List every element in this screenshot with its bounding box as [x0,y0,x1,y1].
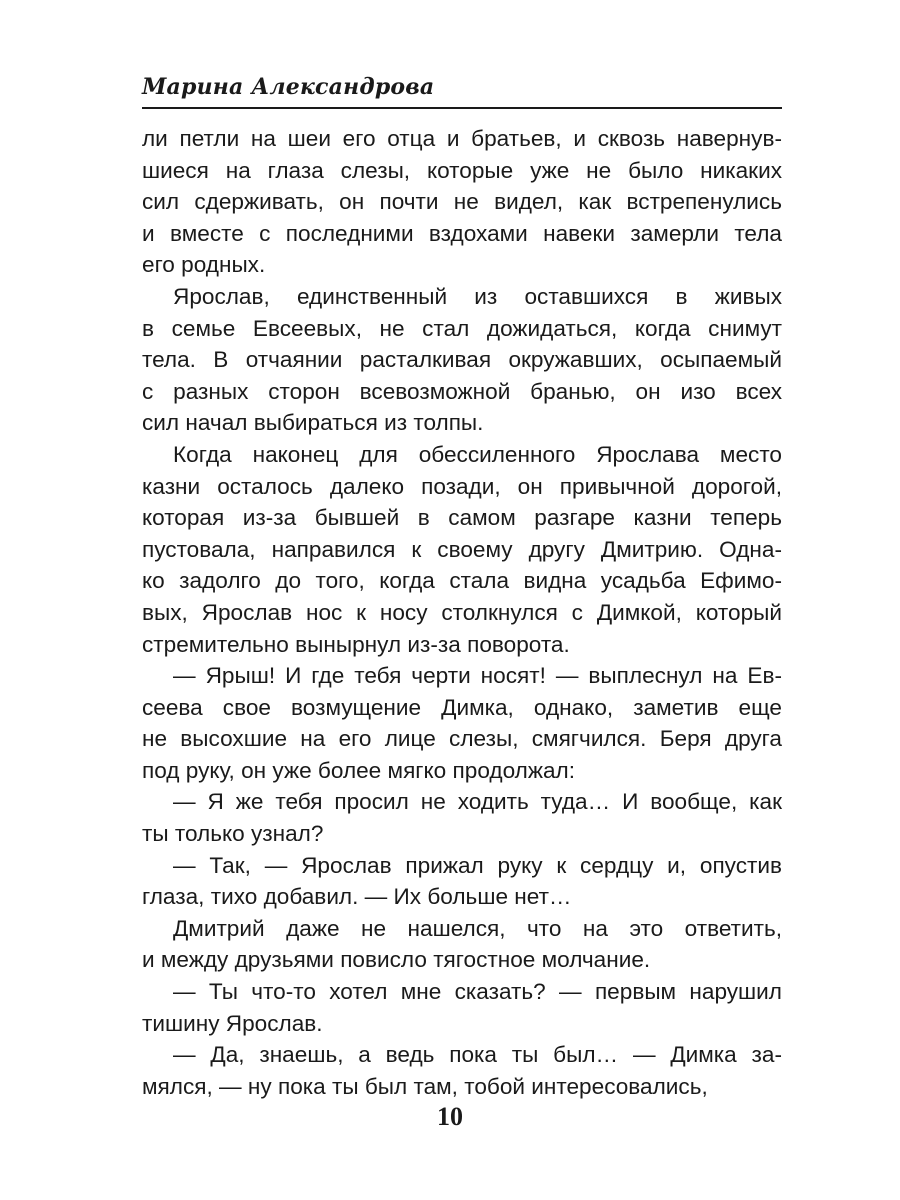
text-line: ли петли на шеи его отца и братьев, и сквозь навернув- [142,126,782,151]
text-line: сеева свое возмущение Димка, однако, заметив еще [142,694,782,720]
text-line: тела. В отчаянии расталкивая окружавших, осыпаемый [142,347,782,373]
paragraph [142,913,782,976]
text-line: которая из-за бывшей в самом разгаре казни теперь [142,505,782,531]
text-line: глаза, тихо добавил. — Их больше нет… [142,884,572,910]
page-number: 10 [437,1102,463,1131]
paragraph [142,660,782,786]
text-line: с разных сторон всевозможной бранью, он изо всех [142,378,782,404]
text-line: ты только узнал? [142,821,324,847]
text-line: вых, Ярослав нос к носу столкнулся с Димкой, который [142,599,782,625]
paragraph [142,1039,782,1102]
text-line: не высохшие на его лице слезы, смягчился. Беря друга [142,726,782,752]
text-line: ко задолго до того, когда стала видна усадьба Ефимо- [142,568,782,594]
text-line: мялся, — ну пока ты был там, тобой интересовались, [142,1073,708,1099]
paragraph [142,976,782,1039]
text-line: стремительно вынырнул из-за поворота. [142,631,570,657]
paragraph [142,439,782,660]
text-line: шиеся на глаза слезы, которые уже не было никаких [142,157,782,183]
text-line: тишину Ярослав. [142,1010,323,1036]
paragraph [142,281,782,439]
header-rule [142,107,782,109]
paragraph [142,123,782,281]
text-line: сил сдерживать, он почти не видел, как встрепенулись [142,189,782,215]
text-line: и между друзьями повисло тягостное молчание. [142,947,651,973]
text-line: под руку, он уже более мягко продолжал: [142,757,575,783]
text-line: пустовала, направился к своему другу Дмитрию. Одна- [142,536,782,562]
text-line: — Ты что-то хотел мне сказать? — первым нарушил [173,979,782,1005]
paragraph [142,850,782,913]
text-line: сил начал выбираться из толпы. [142,410,484,436]
text-line: — Так, — Ярослав прижал руку к сердцу и, опустив [173,852,782,878]
text-line: — Ярыш! И где тебя черти носят! — выплеснул на Ев- [173,663,782,689]
text-line: казни осталось далеко позади, он привычной дорогой, [142,473,782,499]
running-head-author: Марина Александрова [142,74,435,100]
text-line: — Да, знаешь, а ведь пока ты был… — Димка за- [173,1042,782,1068]
text-line: Дмитрий даже не нашелся, что на это ответить, [173,915,782,941]
paragraph [142,786,782,849]
body-text [142,123,782,1102]
text-line: в семье Евсеевых, не стал дожидаться, когда снимут [142,315,782,341]
text-line: его родных. [142,252,266,278]
text-line: и вместе с последними вздохами навеки замерли тела [142,220,782,246]
text-line: Когда наконец для обессиленного Ярослава место [173,441,782,467]
book-page [142,72,782,1102]
text-line: — Я же тебя просил не ходить туда… И вообще, как [173,789,782,815]
text-line: Ярослав, единственный из оставшихся в живых [173,283,782,309]
